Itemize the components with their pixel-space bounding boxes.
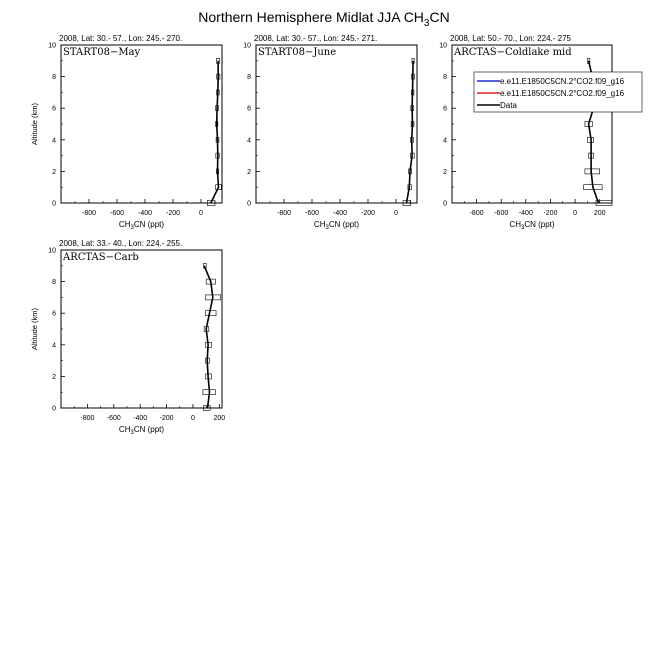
legend-label: Data [500, 101, 517, 110]
y-tick-label: 2 [52, 373, 56, 381]
y-tick-label: 2 [443, 168, 447, 176]
data-profile-line [204, 266, 213, 408]
plot-frame [61, 45, 222, 203]
campaign-label: START08−May [63, 47, 141, 58]
x-tick-label: -600 [109, 210, 125, 217]
x-tick-label: -400 [518, 210, 533, 217]
x-tick-label: -400 [332, 210, 348, 217]
y-tick-label: 4 [443, 137, 447, 145]
x-tick-label: -800 [81, 210, 97, 217]
data-profile-line [211, 61, 219, 203]
y-axis-label: Altitude (km) [30, 102, 39, 146]
y-tick-label: 6 [247, 105, 251, 113]
plot-frame [61, 250, 222, 408]
y-tick-label: 0 [52, 405, 56, 413]
x-tick-label: -200 [159, 415, 174, 422]
x-tick-label: 0 [394, 210, 398, 217]
panel-header: 2008, Lat: 50.- 70., Lon: 224.- 275 [450, 34, 571, 43]
x-tick-label: -200 [543, 210, 558, 217]
x-axis-label: $CH_3CN$ (ppt) [313, 220, 360, 231]
x-tick-label: 0 [199, 210, 203, 217]
data-range-box [585, 169, 600, 174]
y-axis-label: Altitude (km) [30, 307, 39, 351]
campaign-label: ARCTAS−Coldlake mid [454, 47, 572, 58]
legend-label: e.e11.E1850C5CN.2°CO2.f09_g16 [500, 77, 625, 86]
x-tick-label: 0 [573, 210, 578, 217]
y-tick-label: 4 [247, 137, 251, 145]
x-axis-label: $CH_3CN$ (ppt) [118, 425, 165, 436]
y-tick-label: 8 [52, 74, 56, 82]
y-tick-label: 6 [52, 310, 56, 318]
y-tick-label: 6 [443, 105, 447, 113]
x-tick-label: -200 [360, 210, 376, 217]
x-axis-label: $CH_3CN$ (ppt) [118, 220, 165, 231]
panel-header: 2008, Lat: 30.- 57., Lon: 245.- 270. [59, 34, 183, 43]
campaign-label: START08−June [258, 47, 337, 58]
x-tick-label: -200 [165, 210, 181, 217]
panel-1 [30, 34, 222, 231]
x-tick-label: -400 [133, 415, 148, 422]
y-tick-label: 0 [247, 200, 251, 208]
data-profile-line [407, 61, 414, 203]
x-tick-label: -600 [304, 210, 320, 217]
plot-frame [256, 45, 417, 203]
y-tick-label: 8 [52, 279, 56, 287]
x-tick-label: -600 [494, 210, 509, 217]
x-tick-label: -600 [106, 415, 121, 422]
y-tick-label: 0 [443, 200, 447, 208]
y-tick-label: 8 [443, 74, 447, 82]
panel-3 [439, 34, 642, 231]
y-tick-label: 8 [247, 74, 251, 82]
x-tick-label: 200 [593, 210, 606, 217]
x-tick-label: -800 [80, 415, 95, 422]
y-tick-label: 4 [52, 342, 56, 350]
y-tick-label: 10 [48, 42, 56, 50]
y-tick-label: 4 [52, 137, 56, 145]
y-tick-label: 6 [52, 105, 56, 113]
panel-2 [243, 34, 417, 231]
panel-header: 2008, Lat: 30.- 57., Lon: 245.- 271. [254, 34, 378, 43]
figure-title: Northern Hemisphere Midlat JJA $CH_3CN$ [198, 9, 450, 29]
x-tick-label: 200 [213, 415, 226, 422]
x-tick-label: -400 [137, 210, 153, 217]
campaign-label: ARCTAS−Carb [63, 252, 139, 263]
panel-header: 2008, Lat: 33.- 40., Lon: 224.- 255. [59, 239, 183, 248]
panels [30, 34, 642, 436]
y-tick-label: 10 [243, 42, 251, 50]
y-tick-label: 10 [439, 42, 447, 50]
y-tick-label: 10 [48, 247, 56, 255]
x-tick-label: 0 [191, 415, 195, 422]
x-tick-label: -800 [469, 210, 484, 217]
panel-4 [30, 239, 225, 436]
x-tick-label: -800 [276, 210, 292, 217]
y-tick-label: 2 [52, 168, 56, 176]
y-tick-label: 0 [52, 200, 56, 208]
data-range-box [206, 311, 217, 316]
y-tick-label: 2 [247, 168, 251, 176]
legend-label: e.e11.E1850C5CN.2°CO2.f09_g16 [500, 89, 625, 98]
x-axis-label: $CH_3CN$ (ppt) [509, 220, 555, 231]
